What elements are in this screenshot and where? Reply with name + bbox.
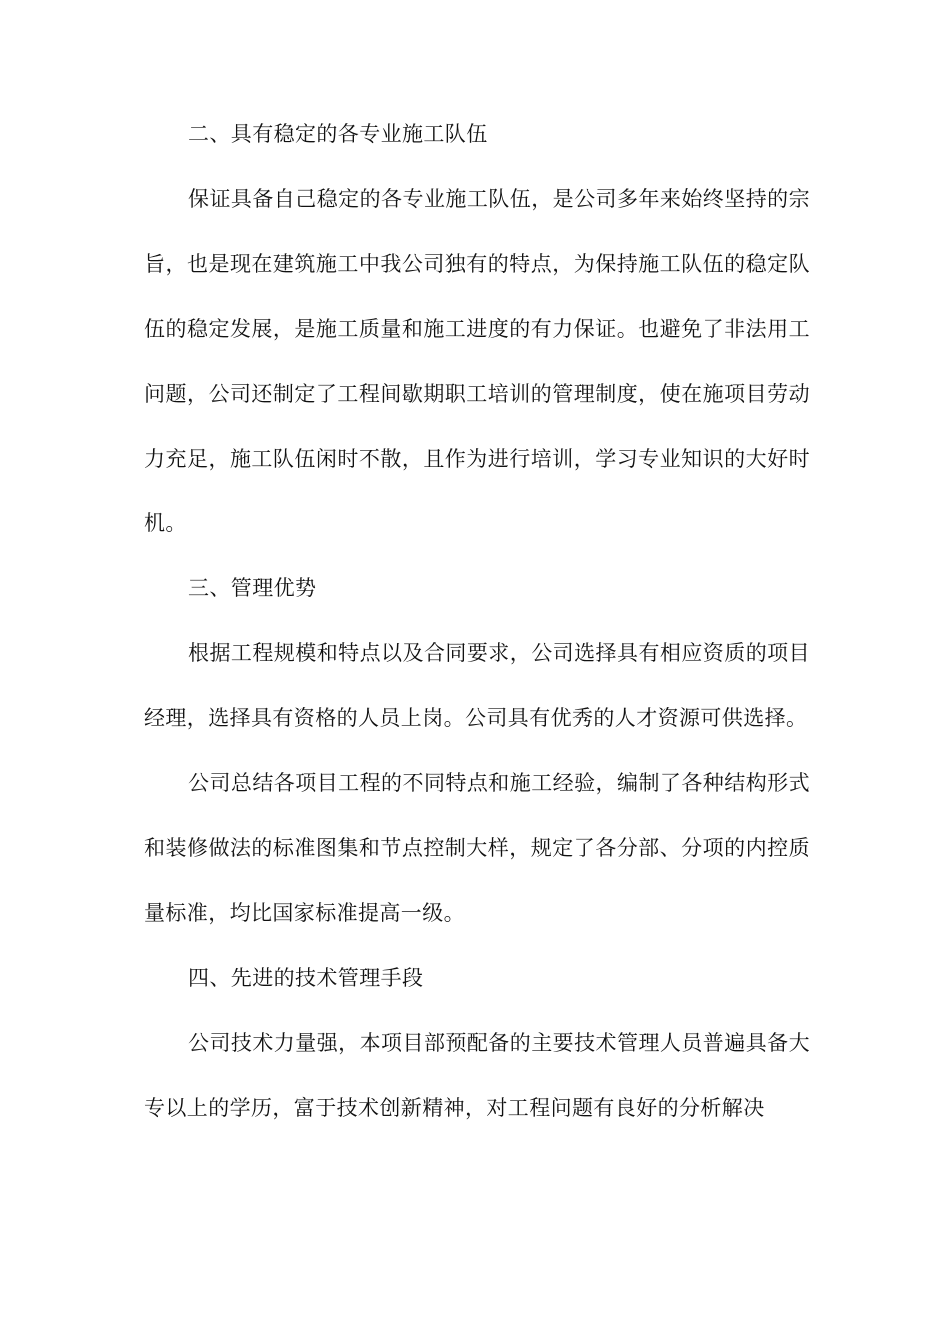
section-heading-2: 二、具有稳定的各专业施工队伍 — [188, 122, 488, 146]
document-page — [144, 102, 810, 1141]
body-paragraph: 公司总结各项目工程的不同特点和施工经验，编制了各种结构形式和装修做法的标准图集和节点控制大样，规定了各分部、分项的内控质量标准，均比国家标准提高一级。 — [144, 771, 810, 925]
body-paragraph: 公司技术力量强，本项目部预配备的主要技术管理人员普遍具备大专以上的学历，富于技术创新精神，对工程问题有良好的分析解决 — [144, 1030, 810, 1120]
body-paragraph: 根据工程规模和特点以及合同要求，公司选择具有相应资质的项目经理，选择具有资格的人员上岗。公司具有优秀的人才资源可供选择。 — [144, 641, 810, 731]
body-paragraph: 保证具备自己稳定的各专业施工队伍，是公司多年来始终坚持的宗旨，也是现在建筑施工中我公司独有的特点，为保持施工队伍的稳定队伍的稳定发展，是施工质量和施工进度的有力保证。也避免了非法用工问题，公司还制定了工程间歇期职工培训的管理制度，使在施项目劳动力充足，施工队伍闲时不散，且作为进行培训，学习专业知识的大好时机。 — [144, 186, 810, 536]
section-heading-4: 四、先进的技术管理手段 — [188, 965, 424, 990]
section-heading-3: 三、管理优势 — [188, 576, 317, 601]
